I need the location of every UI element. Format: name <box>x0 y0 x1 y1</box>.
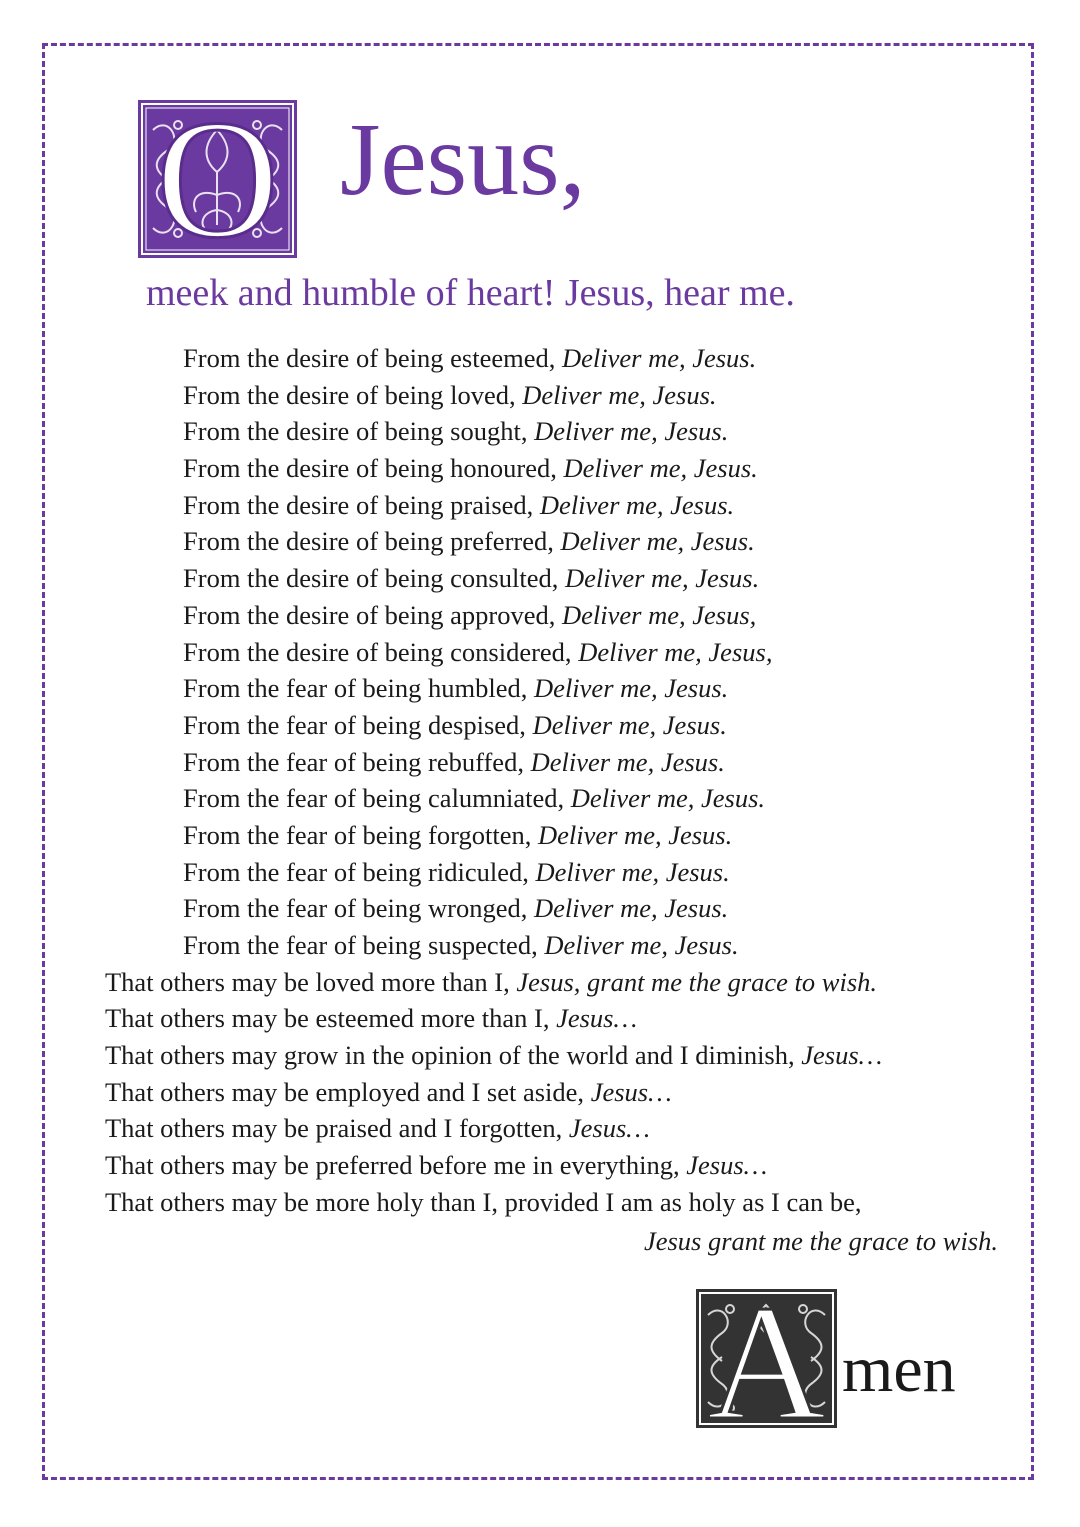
litany-line <box>0 670 1080 707</box>
litany-line <box>0 964 1080 1001</box>
response-text: Jesus… <box>568 1113 650 1144</box>
response-text: Deliver me, Jesus. <box>534 893 729 924</box>
petition-text: From the desire of being considered, <box>183 636 579 667</box>
litany-line <box>0 377 1080 414</box>
petition-text: From the fear of being calumniated, <box>183 783 571 814</box>
closing-response: Jesus grant me the grace to wish. <box>643 1226 998 1256</box>
litany-line <box>0 707 1080 744</box>
petition-text: That others may be praised and I forgotten, <box>105 1113 569 1144</box>
response-text: Deliver me, Jesus. <box>537 819 733 850</box>
response-text: Deliver me, Jesus, <box>562 599 757 630</box>
litany-line <box>0 1147 1080 1184</box>
petition-text: From the fear of being ridiculed, <box>183 856 536 887</box>
response-text: Deliver me, Jesus. <box>563 453 758 484</box>
petition-text: From the fear of being rebuffed, <box>183 746 531 777</box>
petition-text: From the fear of being suspected, <box>183 930 545 960</box>
litany-line <box>0 1110 1080 1147</box>
response-text: Jesus, grant me the grace to wish. <box>516 966 878 997</box>
response-text: Deliver me, Jesus. <box>534 673 729 704</box>
response-text: Jesus… <box>801 1040 883 1071</box>
petition-text: From the desire of being esteemed, <box>183 343 562 373</box>
litany-line <box>0 597 1080 634</box>
litany-line <box>0 634 1080 671</box>
response-text: Jesus… <box>556 1003 638 1034</box>
petition-text: That others may be esteemed more than I, <box>105 1003 557 1034</box>
response-text: Deliver me, Jesus. <box>530 746 725 777</box>
petition-text: From the fear of being forgotten, <box>183 819 538 850</box>
petition-text: From the fear of being despised, <box>183 709 533 740</box>
response-text: Deliver me, Jesus. <box>535 856 730 887</box>
litany-line <box>0 450 1080 487</box>
petition-text: From the desire of being preferred, <box>183 526 561 557</box>
petition-text: That others may be more holy than I, provided I am as holy as I can be, <box>105 1186 862 1217</box>
litany-line <box>0 817 1080 854</box>
petition-text: That others may be preferred before me in everything, <box>105 1150 687 1181</box>
page-title: Jesus, <box>340 102 586 217</box>
litany-line <box>0 523 1080 560</box>
litany-line <box>0 487 1080 524</box>
litany-line <box>0 927 1080 964</box>
litany-line <box>0 413 1080 450</box>
response-text: Deliver me, Jesus. <box>570 783 766 814</box>
litany-line <box>0 780 1080 817</box>
petition-text: From the fear of being humbled, <box>183 673 535 704</box>
petition-text: That others may grow in the opinion of the world and I diminish, <box>105 1040 802 1071</box>
litany-line <box>0 1037 1080 1074</box>
petition-text: From the desire of being sought, <box>183 416 535 447</box>
ornamental-drop-cap-a <box>694 1287 839 1430</box>
response-text: Deliver me, Jesus. <box>561 343 757 373</box>
litany-line <box>0 744 1080 781</box>
response-text: Deliver me, Jesus. <box>544 930 739 960</box>
litany-line <box>0 1000 1080 1037</box>
litany-line <box>0 340 1080 377</box>
petition-text: From the desire of being loved, <box>183 379 523 410</box>
ornamental-drop-cap-o <box>138 100 297 258</box>
page-subtitle: meek and humble of heart! Jesus, hear me. <box>146 272 795 314</box>
response-text: Deliver me, Jesus, <box>578 636 773 667</box>
drop-cap-letter: A <box>706 1287 827 1430</box>
response-text: Deliver me, Jesus. <box>539 489 735 520</box>
response-text: Jesus… <box>686 1150 768 1181</box>
petition-text: From the desire of being honoured, <box>183 453 564 484</box>
amen-text: men <box>842 1333 956 1406</box>
petition-text: From the desire of being consulted, <box>183 563 565 594</box>
response-text: Deliver me, Jesus. <box>522 379 717 410</box>
response-text: Jesus… <box>590 1076 672 1107</box>
response-text: Deliver me, Jesus. <box>564 563 760 594</box>
litany-line <box>0 1184 1080 1221</box>
litany-line <box>0 854 1080 891</box>
drop-cap-letter: O <box>156 100 279 258</box>
petition-text: That others may be employed and I set aside, <box>105 1076 591 1107</box>
petition-text: That others may be loved more than I, <box>105 966 517 997</box>
litany-line <box>0 890 1080 927</box>
response-text: Deliver me, Jesus. <box>560 526 755 557</box>
petition-text: From the desire of being praised, <box>183 489 540 520</box>
petition-text: From the desire of being approved, <box>183 599 562 630</box>
litany-line <box>0 560 1080 597</box>
petition-text: From the fear of being wronged, <box>183 893 535 924</box>
response-text: Deliver me, Jesus. <box>532 709 727 740</box>
litany-list <box>0 340 1080 1221</box>
response-text: Deliver me, Jesus. <box>534 416 729 447</box>
litany-line <box>0 1074 1080 1111</box>
